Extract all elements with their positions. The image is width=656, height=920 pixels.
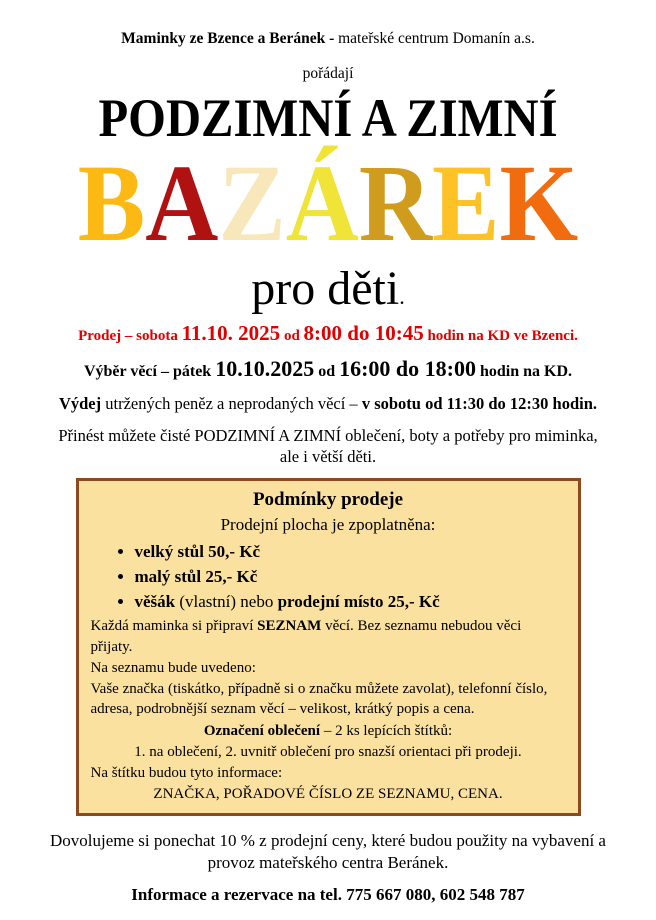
list-requirements-heading: Na seznamu bude uvedeno:	[90, 659, 256, 676]
audience-text: pro děti	[251, 262, 400, 316]
conditions-subtitle: Prodejní plocha je zpoplatněna:	[220, 515, 436, 535]
seznam-suffix: věcí. Bez seznamu nebudou věci přijaty.	[90, 618, 522, 655]
organizer-line	[0, 30, 656, 48]
payout-hours: v sobotu od 11:30 do 12:30 hodin.	[361, 394, 598, 414]
price-item-small-table: • malý stůl 25,- Kč	[135, 565, 566, 590]
label-info-heading: Na štítku budou tyto informace:	[90, 765, 283, 782]
bazarek-letter-a-acute: Á	[285, 142, 359, 265]
sale-prefix: Prodej – sobota	[78, 327, 182, 344]
labeling-rest: – 2 ks lepících štítků:	[320, 722, 453, 739]
bazarek-letter-a: A	[145, 142, 219, 265]
season-title: PODZIMNÍ A ZIMNÍ	[98, 88, 558, 148]
rack-regular: (vlastní) nebo	[175, 591, 278, 611]
payout-middle: utržených peněz a neprodaných věcí –	[105, 394, 362, 414]
seznam-prefix: Každá maminka si připraví	[90, 618, 258, 635]
sale-date-line	[0, 321, 656, 346]
bazarek-letter-k: K	[499, 142, 579, 265]
sale-location: hodin na KD ve Bzenci.	[423, 327, 578, 344]
labeling-keyword: Označení oblečení	[203, 722, 321, 739]
intake-date: 10.10.2025	[215, 355, 315, 381]
contact-line: Informace a rezervace na tel. 775 667 080, 602 548 787	[131, 884, 525, 904]
intake-location: hodin na KD.	[476, 362, 573, 380]
price-list	[91, 540, 566, 614]
seznam-keyword: SEZNAM	[257, 618, 322, 635]
intake-date-line	[0, 356, 656, 382]
intake-prefix: Výběr věcí – pátek	[83, 362, 216, 380]
organizer-verb: pořádají	[302, 65, 354, 82]
audience-subtitle	[0, 264, 656, 314]
payout-prefix: Výdej	[58, 394, 106, 414]
bring-info-line: Přinést můžete čisté PODZIMNÍ A ZIMNÍ oblečení, boty a potřeby pro miminka, ale i větší děti.	[58, 425, 598, 467]
organizer-description: mateřské centrum Domanín a.s.	[334, 30, 535, 47]
price-item-big-table: • velký stůl 50,- Kč	[135, 540, 566, 565]
label-details: Vaše značka (tiskátko, případně si o značku můžete zavolat), telefonní číslo, adresa, podrobnější seznam věcí – velikost, krátký popis a cena.	[90, 681, 548, 718]
sale-od: od	[280, 327, 304, 344]
audience-period: .	[399, 284, 405, 310]
seznam-note	[91, 616, 566, 657]
labeling-heading	[91, 721, 566, 741]
sale-hours: 8:00 do 10:45	[303, 320, 424, 345]
intake-hours: 16:00 do 18:00	[339, 355, 476, 381]
sale-date: 11.10. 2025	[181, 320, 281, 345]
organizer-name: Maminky ze Bzence a Beránek -	[121, 30, 335, 47]
intake-od: od	[314, 362, 340, 380]
conditions-box	[76, 478, 581, 816]
rack-bold: věšák	[134, 591, 176, 611]
bazarek-title	[26, 142, 630, 265]
rack-price-bold: prodejní místo 25,- Kč	[277, 591, 440, 611]
price-item-rack	[135, 590, 566, 615]
labels-usage: 1. na oblečení, 2. uvnitř oblečení pro snazší orientaci při prodeji.	[134, 743, 522, 760]
bazarek-letter-b: B	[77, 142, 146, 265]
bazarek-letter-e: E	[432, 142, 500, 265]
label-info-values: ZNAČKA, POŘADOVÉ ČÍSLO ZE SEZNAMU, CENA.	[153, 786, 503, 803]
bazarek-letter-r: R	[358, 142, 433, 265]
bazarek-letter-z: Z	[218, 142, 286, 265]
payout-line	[0, 394, 656, 414]
commission-note: Dovolujeme si ponechat 10 % z prodejní ceny, které budou použity na vybavení a provoz mateřského centra Beránek.	[50, 830, 606, 872]
conditions-title: Podmínky prodeje	[252, 488, 404, 510]
